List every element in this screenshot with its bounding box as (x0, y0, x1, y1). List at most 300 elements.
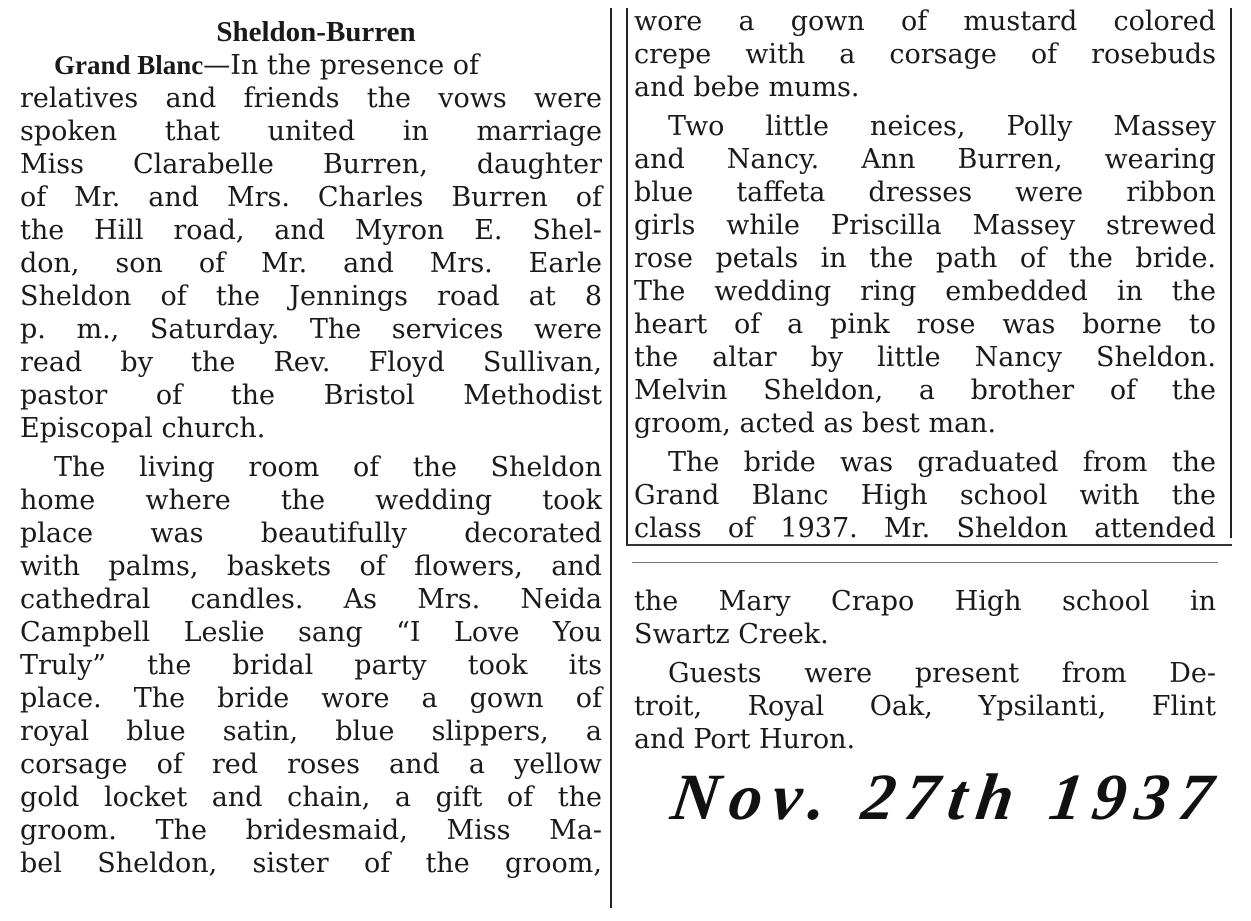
word: petals (715, 243, 799, 274)
word: Bristol (323, 380, 415, 411)
word: Two (668, 111, 725, 142)
text-line (20, 583, 602, 616)
word: neices, (869, 111, 966, 142)
word: The (155, 815, 207, 846)
word: Burren, (322, 149, 428, 180)
text-line (20, 517, 602, 550)
text-line (20, 115, 602, 148)
word: Campbell (20, 617, 151, 648)
word: place. (20, 683, 102, 714)
word: rose (634, 243, 693, 274)
right-column-boxed-text (634, 5, 1216, 545)
word: a (468, 749, 485, 780)
word: 8 (584, 281, 602, 312)
text-line (634, 657, 1216, 690)
word: of (20, 182, 47, 213)
word: the (412, 452, 457, 483)
word: palms, (108, 551, 199, 582)
word: The (133, 683, 186, 714)
word: The (668, 447, 720, 478)
word: school (1062, 586, 1150, 617)
word: rose (916, 309, 976, 340)
word: colored (1113, 6, 1216, 37)
word: chain, (287, 782, 371, 813)
text-line (20, 781, 602, 814)
word: home (20, 485, 96, 516)
word: the (366, 83, 411, 114)
word: party (354, 650, 427, 681)
text-line (634, 176, 1216, 209)
word: ribbon (1126, 177, 1216, 208)
word: strewed (1106, 210, 1216, 241)
word: Mr. (261, 248, 308, 279)
word: Jennings (289, 281, 408, 312)
word: Shel- (532, 215, 602, 246)
word: services (391, 314, 504, 345)
word: the (230, 380, 275, 411)
word: graduated (917, 447, 1059, 478)
word: Hill (94, 215, 144, 246)
word: a (394, 782, 412, 813)
word: wore (634, 6, 703, 37)
word: Myron (354, 215, 445, 246)
word: son (115, 248, 163, 279)
word: wearing (1104, 144, 1216, 175)
word: gold (20, 782, 80, 813)
text-line (20, 214, 602, 247)
word: gown (469, 683, 544, 714)
word: the (634, 586, 679, 617)
word: The (634, 276, 686, 307)
word: was (150, 518, 204, 549)
word: Blanc (751, 480, 829, 511)
word: pastor (20, 380, 108, 411)
word: Guests (668, 658, 762, 689)
word: groom, acted as best man. (634, 408, 997, 439)
text-line (20, 346, 602, 379)
text-line (634, 585, 1216, 618)
word: where (145, 485, 231, 516)
word: Melvin (634, 375, 728, 406)
word: the (634, 342, 679, 373)
word: Mr. (884, 513, 931, 544)
word: candles. (190, 584, 304, 615)
word: of (359, 551, 386, 582)
word: of (363, 848, 391, 879)
word: a (421, 683, 438, 714)
text-line (20, 49, 602, 82)
word: Miss (20, 149, 84, 180)
word: a (918, 375, 935, 406)
word: The (309, 314, 362, 345)
word: in (820, 243, 847, 274)
word: Priscilla (830, 210, 942, 241)
word: Miss (446, 815, 511, 846)
word: of (352, 452, 380, 483)
text-line (634, 690, 1216, 723)
word: Ann (861, 144, 916, 175)
word: 1937. (780, 513, 858, 544)
word: were (533, 314, 602, 345)
word: Love (454, 617, 520, 648)
word: gown (790, 6, 865, 37)
word: the (1171, 480, 1216, 511)
word: the (20, 215, 65, 246)
dateline: Grand Blanc (54, 50, 204, 80)
word: vows (438, 83, 507, 114)
word: High (860, 480, 928, 511)
text-line (634, 110, 1216, 143)
word: sang (298, 617, 363, 648)
text-line (634, 242, 1216, 275)
word: a (787, 309, 804, 340)
word: at (528, 281, 556, 312)
word: the (1171, 447, 1216, 478)
text-line (634, 5, 1216, 38)
word: p. (20, 314, 46, 345)
word: wore (321, 683, 390, 714)
word: crepe (634, 39, 712, 70)
word: with (745, 39, 806, 70)
word: roses (287, 749, 360, 780)
word: Neida (520, 584, 602, 615)
box-left-border (626, 8, 628, 546)
word: of (575, 182, 602, 213)
word: read (20, 347, 83, 378)
word: Sheldon (956, 513, 1068, 544)
word: Sheldon (20, 281, 132, 312)
word: from (1061, 658, 1127, 689)
word: Crapo (831, 586, 915, 617)
word: was (839, 447, 894, 478)
word: Clarabelle (132, 149, 274, 180)
word: Polly (1006, 111, 1073, 142)
word: were (1015, 177, 1084, 208)
word: the (1171, 276, 1216, 307)
word: De- (1169, 658, 1216, 689)
word: school (959, 480, 1048, 511)
word: Leslie (183, 617, 265, 648)
text-line (20, 412, 602, 445)
word: Mary (718, 586, 791, 617)
word: were (804, 658, 873, 689)
word: Mrs. (226, 182, 290, 213)
word: a (738, 6, 755, 37)
word: girls (634, 210, 696, 241)
word: Mrs. (417, 584, 481, 615)
word: Saturday. (149, 314, 280, 345)
left-column-text (20, 49, 602, 880)
word: decorated (464, 518, 602, 549)
word: bride. (1135, 243, 1216, 274)
word: of (1109, 375, 1137, 406)
word: a (839, 39, 856, 70)
word: slippers, (431, 716, 549, 747)
word: and (274, 215, 326, 246)
word: present (914, 658, 1020, 689)
text-line (634, 374, 1216, 407)
word: of (160, 281, 187, 312)
word: troit, (634, 691, 703, 722)
word: bride (217, 683, 290, 714)
text-line (20, 484, 602, 517)
word: daughter (476, 149, 602, 180)
word: Massey (1113, 111, 1216, 142)
text-line (634, 209, 1216, 242)
text-line (634, 275, 1216, 308)
word: class (634, 513, 702, 544)
word: of (727, 513, 755, 544)
word: groom. (20, 815, 117, 846)
text-line (20, 649, 602, 682)
text-line (20, 748, 602, 781)
word: altar (712, 342, 777, 373)
word: with (20, 551, 80, 582)
word: and (634, 144, 685, 175)
text-line (634, 341, 1216, 374)
word: in (1116, 276, 1143, 307)
word: the (1068, 243, 1113, 274)
word: took (542, 485, 602, 516)
word: united (267, 116, 356, 147)
word: E. (474, 215, 503, 246)
word: and (211, 782, 263, 813)
word: of (734, 309, 761, 340)
word: road (437, 281, 500, 312)
word: little (877, 342, 941, 373)
word: blue (335, 716, 395, 747)
word: blue (634, 177, 694, 208)
word: attended (1094, 513, 1216, 544)
box-right-border (1230, 8, 1232, 538)
word: and (343, 248, 394, 279)
headline: Sheldon-Burren (216, 16, 416, 48)
word: bridesmaid, (245, 815, 408, 846)
word: gift (435, 782, 483, 813)
word: bel (20, 848, 62, 879)
word: corsage (20, 749, 128, 780)
word: Sheldon, (97, 848, 218, 879)
text-line (634, 446, 1216, 479)
word: Royal (747, 691, 825, 722)
word: the (215, 281, 261, 312)
word: the (557, 782, 602, 813)
text-line (634, 723, 1216, 756)
word: corsage (889, 39, 997, 70)
word: by (810, 342, 844, 373)
text-line (634, 479, 1216, 512)
text-line (634, 512, 1216, 545)
right-column-lower-text (634, 585, 1216, 756)
word: of (900, 6, 928, 37)
word: Oak, (869, 691, 933, 722)
word: and (551, 551, 602, 582)
word: Sheldon (490, 452, 602, 483)
word: heart (634, 309, 708, 340)
word: wedding (714, 276, 832, 307)
word: As (343, 584, 378, 615)
text-line (20, 451, 602, 484)
word: of (155, 380, 183, 411)
word: taffeta (736, 177, 826, 208)
word: mustard (963, 6, 1078, 37)
word: of (1019, 243, 1047, 274)
word: groom, (505, 848, 602, 879)
word: while (726, 210, 800, 241)
word: Flint (1151, 691, 1216, 722)
word: Nancy (974, 342, 1063, 373)
word: that (164, 116, 220, 147)
word: blue (126, 716, 186, 747)
word: the (425, 848, 470, 879)
word: ring (860, 276, 917, 307)
text-line (20, 814, 602, 847)
text-line (20, 682, 602, 715)
word: red (211, 749, 259, 780)
word: Sheldon. (1095, 342, 1216, 373)
word: and (389, 749, 440, 780)
text-line (20, 148, 602, 181)
word: road, (173, 215, 245, 246)
word: spoken (20, 116, 118, 147)
word: Floyd (368, 347, 445, 378)
text-line (20, 715, 602, 748)
text-line (634, 71, 1216, 104)
word: Sullivan, (482, 347, 602, 378)
text-line (634, 38, 1216, 71)
word: Ma- (549, 815, 602, 846)
word: Episcopal church. (20, 413, 266, 444)
word: Swartz Creek. (634, 619, 829, 650)
text-line (20, 550, 602, 583)
text-line (20, 313, 602, 346)
word: yellow (514, 749, 602, 780)
word: were (533, 83, 602, 114)
column-divider (610, 8, 612, 908)
word: the (280, 485, 326, 516)
word: with (1079, 480, 1140, 511)
word: friends (243, 83, 340, 114)
word: the (1171, 375, 1216, 406)
word: by (120, 347, 153, 378)
text-line (20, 82, 602, 115)
word: locket (104, 782, 188, 813)
word: of (1030, 39, 1058, 70)
word: from (1082, 447, 1148, 478)
text-line (634, 143, 1216, 176)
text-line (634, 407, 1216, 440)
word: Methodist (463, 380, 602, 411)
word: the (869, 243, 914, 274)
word: bridal (232, 650, 314, 681)
word: —In the presence of (203, 50, 480, 81)
word: Mr. (74, 182, 121, 213)
word: Ypsilanti, (978, 691, 1107, 722)
word: of (198, 248, 226, 279)
word: Mrs. (429, 248, 493, 279)
word: pink (830, 309, 890, 340)
word: The (54, 452, 106, 483)
word: Massey (972, 210, 1076, 241)
word: in (1189, 586, 1216, 617)
word: bride (743, 447, 816, 478)
word: of (575, 683, 602, 714)
handwritten-date: Nov. 27th 1937 (666, 761, 1228, 834)
word: and (165, 83, 217, 114)
word: wedding (375, 485, 493, 516)
word: and (148, 182, 200, 213)
word: cathedral (20, 584, 151, 615)
word: don, (20, 248, 80, 279)
word: rosebuds (1091, 39, 1216, 70)
word: Charles (317, 182, 424, 213)
word: beautifully (260, 518, 407, 549)
word: room (248, 452, 320, 483)
word: Sheldon, (763, 375, 884, 406)
word: dresses (868, 177, 973, 208)
word: baskets (226, 551, 332, 582)
word: a (585, 716, 602, 747)
word: brother (970, 375, 1075, 406)
word: Earle (528, 248, 602, 279)
word: “I (396, 617, 421, 648)
word: of (506, 782, 534, 813)
text-line (634, 308, 1216, 341)
word: m., (76, 314, 120, 345)
word: marriage (476, 116, 602, 147)
word: the (147, 650, 192, 681)
word: relatives (20, 83, 139, 114)
word: Burren, (957, 144, 1063, 175)
text-line (20, 181, 602, 214)
word: Truly” (20, 650, 106, 681)
text-line (20, 616, 602, 649)
text-line (20, 379, 602, 412)
text-line (634, 618, 1216, 651)
word: living (138, 452, 215, 483)
word: in (402, 116, 429, 147)
text-line (20, 247, 602, 280)
word: Rev. (273, 347, 331, 378)
word: High (954, 586, 1022, 617)
word: borne (1082, 309, 1163, 340)
right-column (634, 0, 1216, 756)
word: place (20, 518, 94, 549)
word: was (1002, 309, 1056, 340)
word: and bebe mums. (634, 72, 860, 103)
word: sister (252, 848, 329, 879)
word: of (156, 749, 183, 780)
left-column (20, 0, 602, 880)
word: Grand (634, 480, 720, 511)
word: royal (20, 716, 90, 747)
word: took (467, 650, 528, 681)
word: and Port Huron. (634, 724, 856, 755)
word: little (765, 111, 829, 142)
word: embedded (945, 276, 1088, 307)
word: the (191, 347, 236, 378)
word: You (552, 617, 602, 648)
word: Burren (451, 182, 548, 213)
word: path (935, 243, 998, 274)
word: its (568, 650, 602, 681)
word: Nancy. (726, 144, 820, 175)
word: flowers, (414, 551, 523, 582)
text-line (20, 280, 602, 313)
word: satin, (222, 716, 299, 747)
text-line (20, 847, 602, 880)
word: to (1188, 309, 1216, 340)
